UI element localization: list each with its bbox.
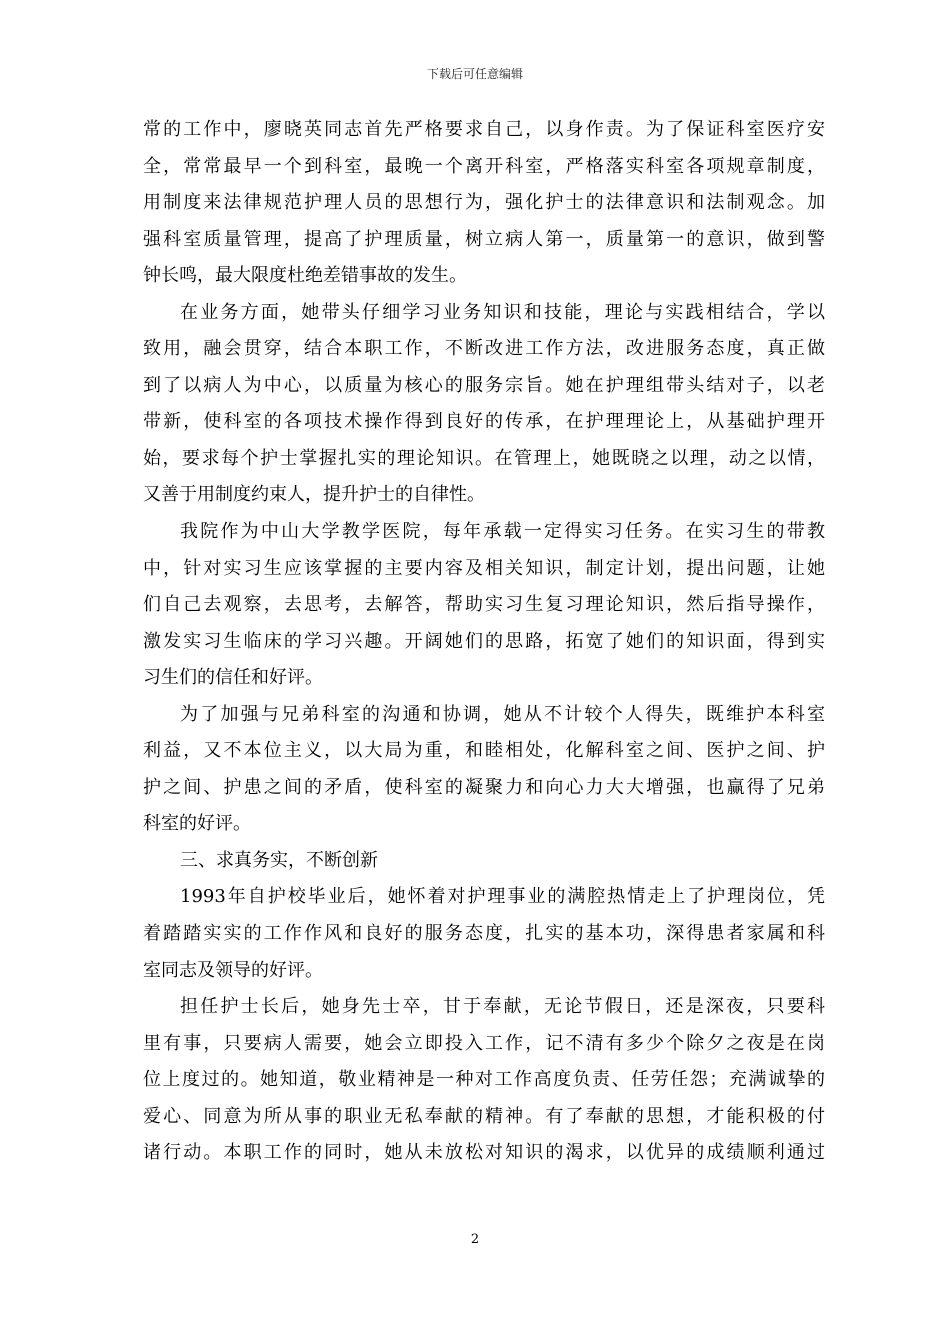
paragraph bbox=[143, 843, 825, 880]
paragraph bbox=[143, 697, 825, 843]
text-line: 中，针对实习生应该掌握的主要内容及相关知识，制定计划，提出问题，让她 bbox=[143, 557, 825, 579]
text-line: 全，常常最早一个到科室，最晚一个离开科室，严格落实科室各项规章制度， bbox=[143, 155, 825, 177]
document-body bbox=[143, 112, 825, 1172]
text-line: 利益，又不本位主义，以大局为重，和睦相处，化解科室之间、医护之间、护 bbox=[143, 740, 825, 762]
text-line: 我院作为中山大学教学医院，每年承载一定得实习任务。在实习生的带教 bbox=[180, 521, 825, 543]
text-line: 里有事，只要病人需要，她会立即投入工作，记不清有多少个除夕之夜是在岗 bbox=[143, 1032, 825, 1054]
text-line: 致用，融会贯穿，结合本职工作，不断改进工作方法，改进服务态度，真正做 bbox=[143, 338, 825, 360]
page-number: 2 bbox=[470, 1232, 480, 1247]
paragraph bbox=[143, 112, 825, 295]
text-line: 为了加强与兄弟科室的沟通和协调，她从不计较个人得失，既维护本科室 bbox=[180, 703, 825, 725]
text-line: 用制度来法律规范护理人员的思想行为，强化护士的法律意识和法制观念。加 bbox=[143, 192, 825, 214]
paragraph bbox=[143, 989, 825, 1172]
text-line: 三、求真务实，不断创新 bbox=[180, 849, 378, 871]
text-line: 1993年自护校毕业后，她怀着对护理事业的满腔热情走上了护理岗位，凭 bbox=[180, 886, 825, 908]
text-line: 在业务方面，她带头仔细学习业务知识和技能，理论与实践相结合，学以 bbox=[180, 301, 825, 323]
text-line: 带新，使科室的各项技术操作得到良好的传承，在护理理论上，从基础护理开 bbox=[143, 411, 825, 433]
text-line: 着踏踏实实的工作作风和良好的服务态度，扎实的基本功，深得患者家属和科 bbox=[143, 923, 825, 945]
text-line: 钟长鸣，最大限度杜绝差错事故的发生。 bbox=[143, 265, 467, 287]
text-line: 科室的好评。 bbox=[143, 813, 251, 835]
text-line: 常的工作中，廖晓英同志首先严格要求自己，以身作责。为了保证科室医疗安 bbox=[143, 119, 825, 140]
page-header: 下载后可任意编辑 bbox=[426, 67, 523, 81]
text-line: 爱心、同意为所从事的职业无私奉献的精神。有了奉献的思想，才能积极的付 bbox=[143, 1105, 825, 1127]
text-line: 始，要求每个护士掌握扎实的理论知识。在管理上，她既晓之以理，动之以情， bbox=[143, 447, 825, 469]
text-line: 习生们的信任和好评。 bbox=[143, 667, 323, 689]
paragraph bbox=[143, 514, 825, 697]
text-line: 护之间、护患之间的矛盾，使科室的凝聚力和向心力大大增强，也赢得了兄弟 bbox=[143, 776, 825, 798]
text-line: 强科室质量管理，提高了护理质量，树立病人第一，质量第一的意识，做到警 bbox=[143, 228, 825, 250]
text-line: 们自己去观察，去思考，去解答，帮助实习生复习理论知识，然后指导操作， bbox=[143, 594, 825, 616]
paragraph bbox=[143, 879, 825, 989]
text-line: 诸行动。本职工作的同时，她从未放松对知识的渴求，以优异的成绩顺利通过 bbox=[143, 1142, 825, 1164]
text-line: 位上度过的。她知道，敬业精神是一种对工作高度负责、任劳任怨；充满诚挚的 bbox=[143, 1069, 825, 1091]
text-line: 室同志及领导的好评。 bbox=[143, 959, 323, 981]
paragraph bbox=[143, 295, 825, 514]
text-line: 担任护士长后，她身先士卒，甘于奉献，无论节假日，还是深夜，只要科 bbox=[180, 996, 825, 1018]
text-line: 激发实习生临床的学习兴趣。开阔她们的思路，拓宽了她们的知识面，得到实 bbox=[143, 630, 825, 652]
text-line: 又善于用制度约束人，提升护士的自律性。 bbox=[143, 484, 485, 506]
text-line: 到了以病人为中心，以质量为核心的服务宗旨。她在护理组带头结对子，以老 bbox=[143, 374, 825, 396]
